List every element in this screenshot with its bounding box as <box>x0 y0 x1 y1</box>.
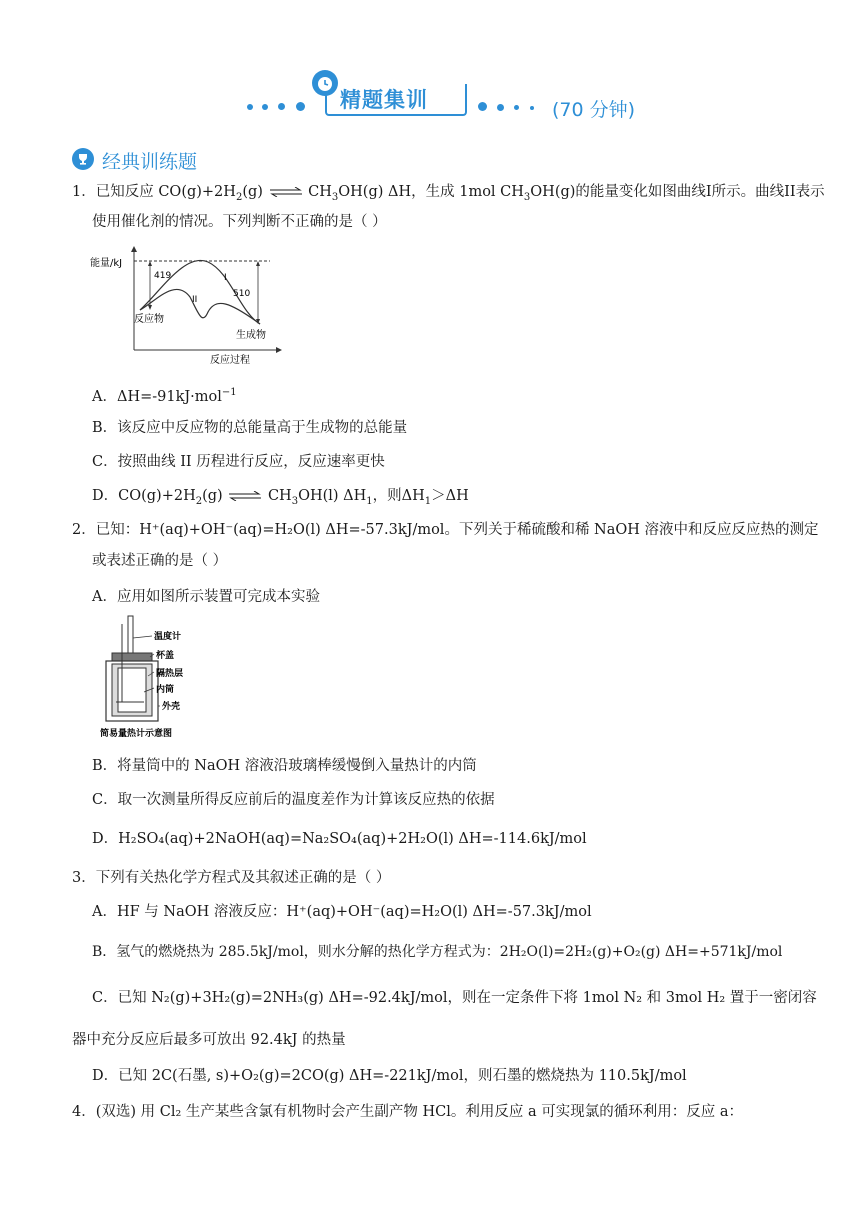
q3-option-c-line1[interactable]: C．已知 N₂(g)+3H₂(g)=2NH₃(g) ΔH=-92.4kJ/mol，则在一定条件下将 1mol N₂ 和 3mol H₂ 置于一密闭容 <box>92 990 817 1006</box>
banner-dot <box>497 104 504 111</box>
banner-dot <box>278 103 285 110</box>
banner-dot <box>296 102 305 111</box>
curve-i-label: I <box>224 273 227 283</box>
lid-label: 杯盖 <box>156 651 175 661</box>
outer-shell-label: 外壳 <box>162 702 181 712</box>
equilibrium-arrow-icon <box>227 491 263 501</box>
curve-ii-label: II <box>192 295 198 305</box>
q2-stem-line2: 或表述正确的是（ ） <box>92 553 228 569</box>
trophy-icon <box>72 148 94 170</box>
q1-stem-line2: 使用催化剂的情况。下列判断不正确的是（ ） <box>92 214 387 230</box>
banner-dot <box>247 104 253 110</box>
q1-stem-line1: 1．已知反应 $CO(g)+2H_2(g)$ $CH_3OH(g)$ ΔH，生成 1mol $CH_3OH(g)$的能量变化如图曲线I所示。曲线II表示 <box>72 184 825 203</box>
figure-ylabel: 能量/kJ <box>90 258 123 269</box>
banner-dot <box>530 106 534 110</box>
q2-option-d[interactable]: D．H₂SO₄(aq)+2NaOH(aq)=Na₂SO₄(aq)+2H₂O(l) ΔH=-114.6kJ/mol <box>92 831 587 847</box>
banner-title: 精题集训 <box>340 88 428 112</box>
q2-option-b[interactable]: B．将量筒中的 NaOH 溶液沿玻璃棒缓慢倒入量热计的内筒 <box>92 758 477 774</box>
reactant-label: 反应物 <box>134 314 164 325</box>
q3-option-c-line2: 器中充分反应后最多可放出 92.4kJ 的热量 <box>72 1032 346 1048</box>
q3-option-b[interactable]: B．氢气的燃烧热为 285.5kJ/mol，则水分解的热化学方程式为：2H₂O(l)=2H₂(g)+O₂(g) ΔH=+571kJ/mol <box>92 944 783 960</box>
inner-cup-label: 内筒 <box>156 685 175 695</box>
banner-dot <box>514 105 519 110</box>
insulation-label: 隔热层 <box>156 669 184 679</box>
calorimeter-caption: 简易量热计示意图 <box>100 729 173 739</box>
q3-option-d[interactable]: D．已知 2C(石墨, s)+O₂(g)=2CO(g) ΔH=-221kJ/mol，则石墨的燃烧热为 110.5kJ/mol <box>92 1068 687 1084</box>
figure-value-419: 419 <box>154 271 172 281</box>
banner-dot <box>262 104 268 110</box>
product-label: 生成物 <box>236 330 266 341</box>
q3-option-a[interactable]: A．HF 与 NaOH 溶液反应：H⁺(aq)+OH⁻(aq)=H₂O(l) ΔH=-57.3kJ/mol <box>92 904 592 920</box>
figure-xlabel: 反应过程 <box>210 355 250 366</box>
thermometer-label: 温度计 <box>154 632 182 642</box>
energy-diagram <box>90 242 290 374</box>
q2-option-a[interactable]: A．应用如图所示装置可完成本实验 <box>92 589 320 605</box>
section-title: 经典训练题 <box>102 151 198 173</box>
alarm-clock-icon <box>312 70 338 96</box>
q4-stem-line1: 4．(双选) 用 Cl₂ 生产某些含氯有机物时会产生副产物 HCl。利用反应 a 可实现氯的循环利用：反应 a： <box>72 1104 744 1120</box>
q2-stem-line1: 2．已知：H⁺(aq)+OH⁻(aq)=H₂O(l) ΔH=-57.3kJ/mol。下列关于稀硫酸和稀 NaOH 溶液中和反应反应热的测定 <box>72 522 819 538</box>
q1-option-b[interactable]: B．该反应中反应物的总能量高于生成物的总能量 <box>92 420 408 436</box>
calorimeter-diagram <box>100 614 210 748</box>
q1-option-d[interactable]: D．$CO(g)+2H_2(g)$ $CH_3OH(l)$ $\Delta H_1$，则$\Delta H_1>\Delta H$ <box>92 488 469 507</box>
equilibrium-arrow-icon <box>268 187 304 197</box>
q2-option-c[interactable]: C．取一次测量所得反应前后的温度差作为计算该反应热的依据 <box>92 792 495 808</box>
banner-time: (70 分钟) <box>552 99 636 121</box>
figure-value-510: 510 <box>233 289 251 299</box>
q3-stem: 3．下列有关热化学方程式及其叙述正确的是（ ） <box>72 870 391 886</box>
q1-option-c[interactable]: C．按照曲线 II 历程进行反应，反应速率更快 <box>92 454 385 470</box>
q1-option-a[interactable]: A．ΔH=-91kJ·mol$^{-1}$ <box>92 387 237 405</box>
banner-dot <box>478 102 487 111</box>
